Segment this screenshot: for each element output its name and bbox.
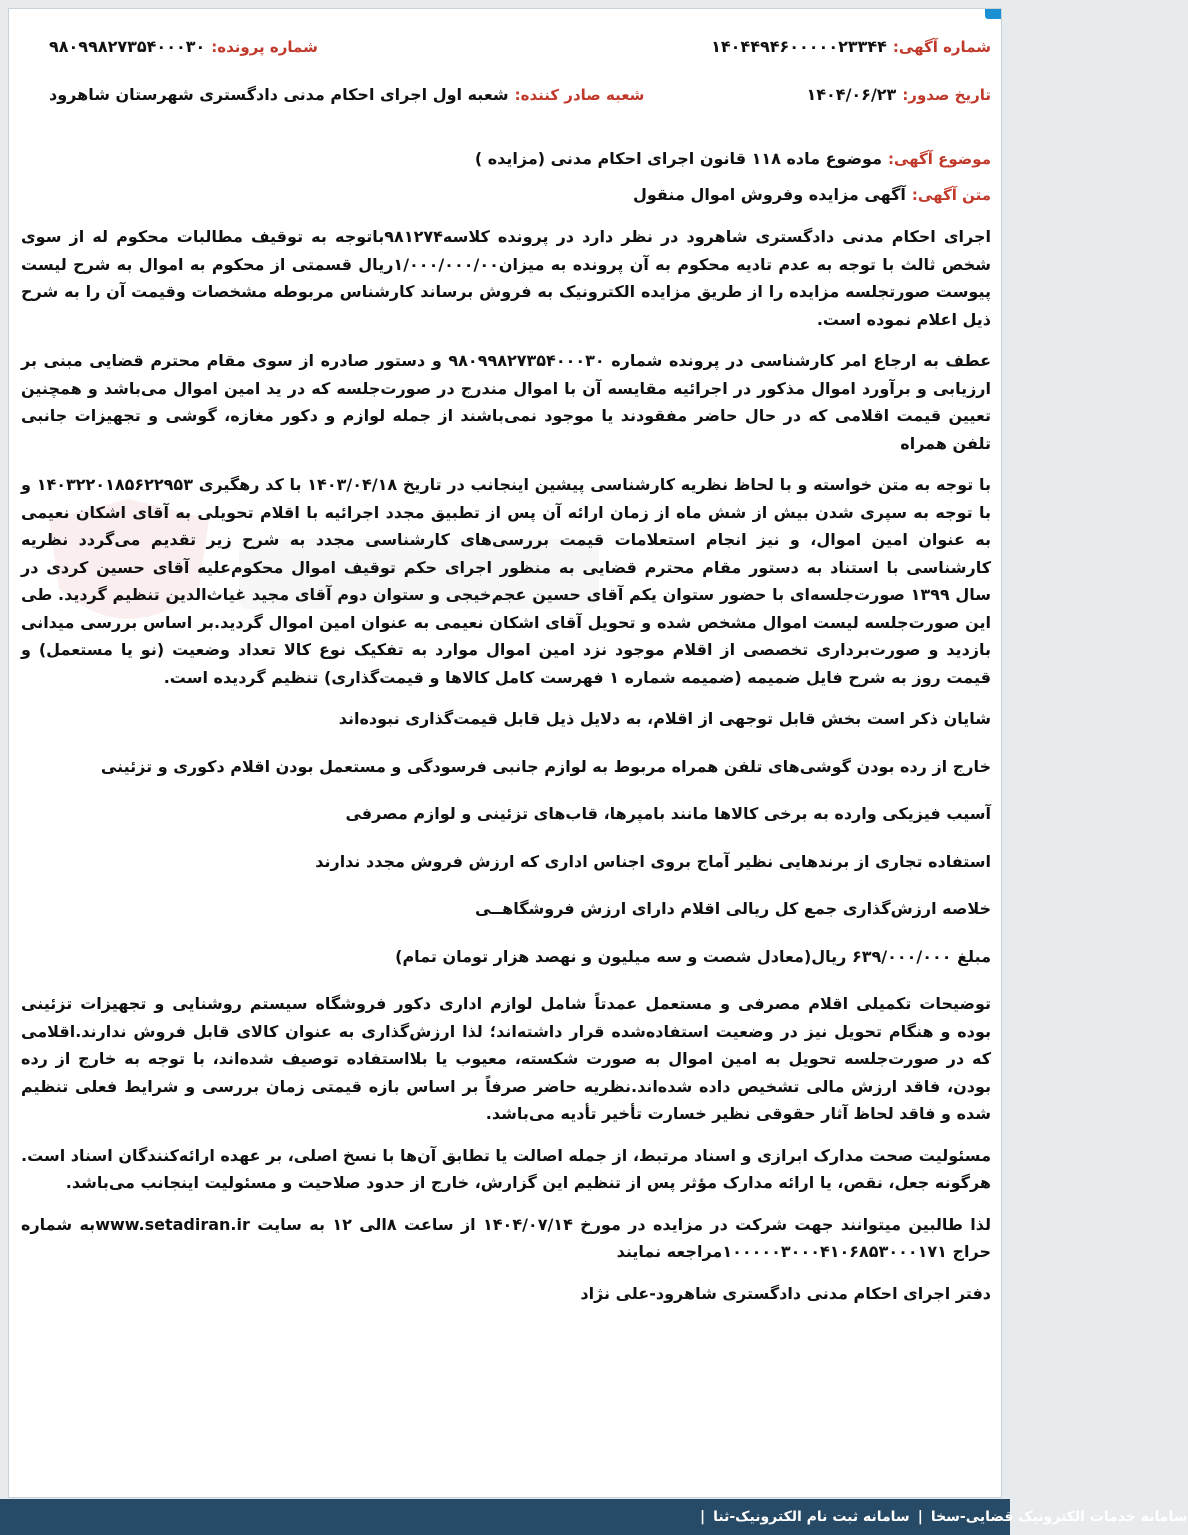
text-label: متن آگهی: (911, 186, 991, 204)
footer-separator-end: | (700, 1509, 706, 1525)
header-row-1 (21, 37, 991, 79)
document-frame (8, 8, 1002, 1498)
close-icon[interactable] (985, 9, 1001, 19)
paragraph-3: با توجه به متن خواسته و با لحاظ نظریه کارشناسی پیشین اینجانب در تاریخ ۱۴۰۳/۰۴/۱۸ با کد رهگیری ۱۴۰۳۲۲۰۱۸۵۶۲۲۹۵۳ و با توجه به سپری شدن بیش از شش ماه از زمان ارائه آن پس از تطبیق مجدد اجرائیه با اقلام تحویلی به آقای اشکان نعیمی به عنوان امین اموال، و نیز انجام استعلامات قیمت بررسی‌های کارشناسی مجدد به شرح زیر تقدیم می‌گردد نظریه کارشناسی با استناد به دستور مقام محترم قضایی به منظور اجرای حکم توقیف اموال محکوم‌علیه آقای حسین کردی در سال ۱۳۹۹ صورت‌جلسه‌ای با حضور ستوان یکم آقای حسین عجم‌خیجی و ستوان دوم آقای مجید غیاث‌الدین تنظیم گردید. طی این صورت‌جلسه لیست اموال مشخص شده و تحویل آقای اشکان نعیمی به عنوان امین اموال گردید.بر اساس بررسی میدانی بازدید و صورت‌برداری تخصصی از اقلام موجود نزد امین اموال موارد به تفکیک نوع کالا تعداد وضعیت (نو یا مستعمل) و قیمت روز به شرح فایل ضمیمه (ضمیمه شماره ۱ فهرست کامل کالاها و قیمت‌گذاری) تنظیم گردیده است. (21, 475, 991, 687)
file-number-value: ۹۸۰۹۹۸۲۷۳۵۴۰۰۰۳۰ (49, 37, 206, 56)
footer-link-sakha[interactable]: سامانه خدمات الکترونیک قضایی-سخا (930, 1509, 1188, 1525)
footer-links (700, 1509, 1188, 1525)
ad-number-label: شماره آگهی: (892, 38, 991, 56)
issuer (49, 85, 644, 104)
subject-row (21, 149, 991, 179)
paragraph-13: دفتر اجرای احکام مدنی دادگستری شاهرود-علی نژاد (580, 1283, 991, 1303)
paragraph-4: شایان ذکر است بخش قابل توجهی از اقلام، به دلایل ذیل قابل قیمت‌گذاری نبوده‌اند (338, 709, 991, 728)
footer-link-sana[interactable]: سامانه ثبت نام الکترونیک-ثنا (713, 1509, 910, 1525)
issue-date-value: ۱۴۰۴/۰۶/۲۳ (806, 85, 897, 104)
paragraph-10: توضیحات تکمیلی اقلام مصرفی و مستعمل عمدتاً شامل لوازم اداری دکور فروشگاه سیستم روشنایی و تجهیزات تزئینی بوده و هنگام تحویل نیز در وضعیت استفاده‌شده قرار داشته‌اند؛ لذا ارزش‌گذاری به عنوان کالای قابل فروش ندارند.اقلامی که در صورت‌جلسه تحویل به امین اموال به صورت شکسته، معیوب یا بلااستفاده توصیف شده‌اند، با توجه به خارج از رده بودن، فاقد ارزش مالی تشخیص داده شده‌اند.نظریه حاضر صرفاً بر اساس بازه قیمتی زمان بررسی و شرایط فعلی تنظیم شده و فاقد لحاظ آثار حقوقی نظیر خسارت تأخیر تأدیه می‌باشد. (21, 994, 991, 1123)
text-title: آگهی مزایده وفروش اموال منقول (633, 185, 906, 204)
subject-label: موضوع آگهی: (887, 150, 991, 168)
file-number (49, 37, 318, 56)
issue-date-label: تاریخ صدور: (902, 86, 991, 104)
subject-value: موضوع ماده ۱۱۸ قانون اجرای احکام مدنی (مزایده ) (474, 149, 882, 168)
ad-number (711, 37, 991, 56)
footer-separator: | (917, 1509, 923, 1525)
paragraph-9: مبلغ ۶۳۹/۰۰۰/۰۰۰ ریال(معادل شصت و سه میلیون و نهصد هزار تومان تمام) (395, 946, 991, 966)
paragraph-7: استفاده تجاری از برندهایی نظیر آماج بروی اجناس اداری که ارزش فروش مجدد ندارند (315, 851, 991, 871)
paragraph-12: لذا طالبین میتوانند جهت شرکت در مزایده در مورخ ۱۴۰۴/۰۷/۱۴ از ساعت ۸الی ۱۲ به سایت www.setadiran.irبه شماره حراج ۱۰۰۰۰۰۳۰۰۰۴۱۰۶۸۵۳۰۰۰۱۷۱مراجعه نمایند (21, 1214, 992, 1261)
footer-bar (0, 1499, 1188, 1535)
paragraph-6: آسیب فیزیکی وارده به برخی کالاها مانند بامپرها، قاب‌های تزئینی و لوازم مصرفی (345, 804, 991, 823)
ad-number-value: ۱۴۰۴۴۹۴۶۰۰۰۰۰۲۳۳۴۴ (711, 37, 887, 56)
paragraph-11: مسئولیت صحت مدارک ابرازی و اسناد مرتبط، از جمله اصالت یا تطابق آن‌ها با نسخ اصلی، بر عهده ارائه‌کنندگان اسناد است. هرگونه جعل، نقص، یا ارائه مدارک مؤثر پس از تنظیم این گزارش، خارج از حدود صلاحیت و مسئولیت اینجانب می‌باشد. (21, 1145, 991, 1192)
notice-content (9, 37, 1003, 1327)
file-number-label: شماره پرونده: (211, 38, 318, 56)
issue-date (807, 85, 992, 104)
issuer-label: شعبه صادر کننده: (514, 86, 645, 104)
paragraph-8: خلاصه ارزش‌گذاری جمع کل ریالی اقلام دارای ارزش فروشگاهــی (474, 899, 991, 918)
paragraph-5: خارج از رده بودن گوشی‌های تلفن همراه مربوط به لوازم جانبی فرسودگی و مستعمل بودن اقلام دکوری و تزئینی (100, 756, 991, 776)
paragraph-1: اجرای احکام مدنی دادگستری شاهرود در نظر دارد در پرونده کلاسه۹۸۱۲۷۴باتوجه به توقیف مطالبات محکوم له از سوی شخص ثالث با توجه به عدم تادیه محکوم به آن پرونده به میزان۱/۰۰۰/۰۰۰/۰۰ریال قسمتی از محکوم به اموال به شرح لیست پیوست صورتجلسه مزایده را از طریق مزایده الکترونیک به فروش برساند کارشناس مربوطه مشخصات وقیمت آن را به شرح ذیل اعلام نموده است. (21, 227, 991, 329)
header-row-2 (21, 85, 991, 127)
paragraph-2: عطف به ارجاع امر کارشناسی در پرونده شماره ۹۸۰۹۹۸۲۷۳۵۴۰۰۰۳۰ و دستور صادره از سوی مقام محترم قضایی مبنی بر ارزیابی و برآورد اموال مذکور در اجرائیه مقایسه آن با اموال مندرج در صورت‌جلسه که در ید امین اموال می‌باشد و همچنین تعیین قیمت اقلامی که در حال حاضر مفقودند یا موجود نمی‌باشند از جمله لوازم و دکور مغازه، گوشی و تجهیزات جانبی تلفن همراه (21, 351, 992, 453)
text-title-row (21, 185, 991, 215)
issuer-value: شعبه اول اجرای احکام مدنی دادگستری شهرستان شاهرود (49, 85, 509, 104)
